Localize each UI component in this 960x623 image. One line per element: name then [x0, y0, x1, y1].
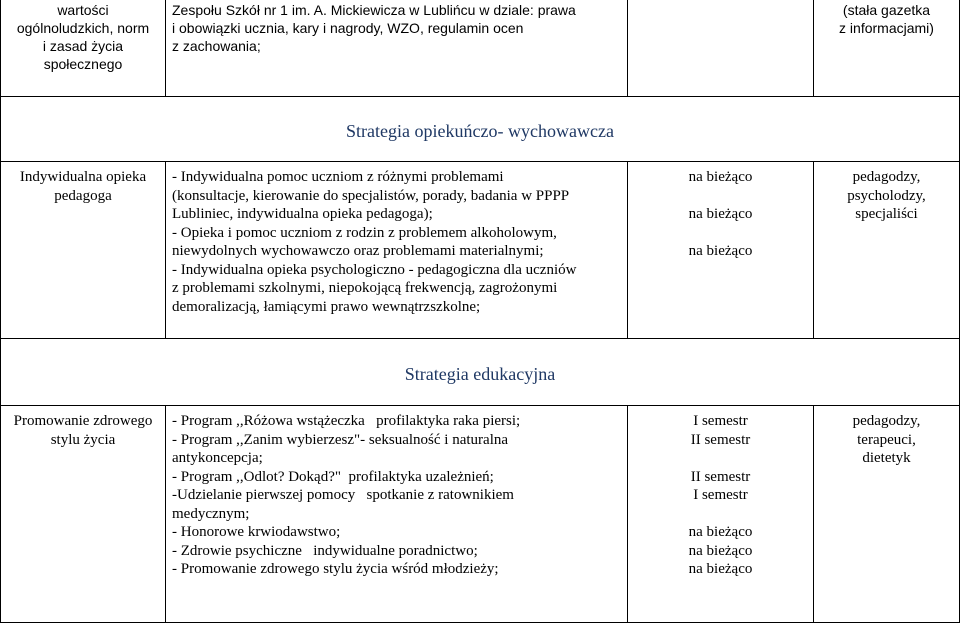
- task-cell: [1, 0, 166, 97]
- action-line: - Indywidualna opieka psychologiczno - pedagogiczna dla uczniów: [172, 261, 577, 278]
- task-line: pedagoga: [54, 187, 112, 204]
- actions-cell: [166, 406, 628, 623]
- responsible-line: pedagodzy,: [852, 413, 921, 429]
- action-line: antykoncepcja;: [172, 450, 263, 466]
- actions-cell: [166, 162, 628, 339]
- task-line: społecznego: [43, 56, 123, 72]
- action-line: - Opieka i pomoc uczniom z rodzin z problemem alkoholowym,: [172, 224, 557, 241]
- term-line: na bieżąco: [688, 243, 753, 259]
- action-line: -Udzielanie pierwszej pomocy spotkanie z ratownikiem: [172, 487, 514, 503]
- action-line: niewydolnych wychowawczo oraz problemami materialnymi;: [172, 243, 544, 259]
- term-line: na bieżąco: [688, 169, 753, 185]
- action-line: - Indywidualna pomoc uczniom z różnymi problemami: [172, 169, 504, 185]
- term-line: na bieżąco: [688, 561, 753, 577]
- action-line: z problemami szkolnymi, niepokojącą frekwencją, zagrożonymi: [172, 280, 558, 296]
- term-cell: [628, 0, 814, 97]
- task-line: ogólnoludzkich, norm: [16, 20, 150, 36]
- task-line: wartości: [57, 2, 109, 18]
- task-line: Indywidualna opieka: [19, 169, 147, 185]
- actions-cell: [166, 0, 628, 97]
- responsible-line: terapeuci,: [857, 431, 916, 448]
- section-heading-row: [1, 97, 960, 162]
- term-line: II semestr: [690, 468, 751, 485]
- section-title: [1, 339, 960, 406]
- responsible-cell: [814, 406, 960, 623]
- action-line: - Zdrowie psychiczne indywidualne poradnictwo;: [172, 542, 478, 559]
- action-line: i obowiązki ucznia, kary i nagrody, WZO, regulamin ocen: [172, 20, 524, 36]
- responsible-line: specjaliści: [855, 206, 918, 222]
- task-line: Promowanie zdrowego: [13, 413, 153, 429]
- responsible-cell: [814, 162, 960, 339]
- term-line: II semestr: [690, 431, 751, 448]
- task-cell: [1, 162, 166, 339]
- note-cell: [814, 0, 960, 97]
- section-title-text: Strategia opiekuńczo- wychowawcza: [346, 121, 614, 141]
- action-line: - Program ,,Różowa wstążeczka profilaktyka raka piersi;: [172, 413, 521, 429]
- action-line: (konsultacje, kierowanie do specjalistów, porady, badania w PPPP: [172, 187, 570, 204]
- action-line: - Promowanie zdrowego stylu życia wśród młodzieży;: [172, 561, 499, 577]
- table-row: [1, 406, 960, 623]
- task-cell: [1, 406, 166, 623]
- section-title-text: Strategia edukacyjna: [404, 364, 556, 384]
- term-cell: [628, 406, 814, 623]
- task-line: i zasad życia: [42, 38, 124, 54]
- term-line: I semestr: [693, 487, 748, 503]
- note-line: (stała gazetka: [842, 2, 931, 18]
- table-row: [1, 0, 960, 97]
- term-line: I semestr: [693, 413, 748, 429]
- term-line: na bieżąco: [688, 524, 753, 540]
- action-line: - Honorowe krwiodawstwo;: [172, 524, 341, 540]
- action-line: medycznym;: [172, 505, 250, 522]
- responsible-line: psycholodzy,: [847, 187, 926, 204]
- action-line: z zachowania;: [172, 38, 261, 54]
- task-line: stylu życia: [50, 431, 116, 448]
- term-line: na bieżąco: [688, 206, 753, 222]
- note-line: z informacjami): [839, 20, 934, 36]
- responsible-line: dietetyk: [862, 450, 911, 466]
- section-title: [1, 97, 960, 162]
- action-line: demoralizacją, łamiącymi prawo wewnątrzszkolne;: [172, 298, 481, 315]
- action-line: - Program ,,Zanim wybierzesz"- seksualność i naturalna: [172, 431, 509, 448]
- term-line: na bieżąco: [688, 542, 753, 559]
- action-line: Zespołu Szkół nr 1 im. A. Mickiewicza w Lublińcu w dziale: prawa: [172, 2, 576, 18]
- action-line: - Program ,,Odlot? Dokąd?" profilaktyka uzależnień;: [172, 468, 494, 485]
- responsible-line: pedagodzy,: [852, 169, 921, 185]
- table-row: [1, 162, 960, 339]
- term-cell: [628, 162, 814, 339]
- action-line: Lubliniec, indywidualna opieka pedagoga);: [172, 206, 433, 222]
- section-heading-row: [1, 339, 960, 406]
